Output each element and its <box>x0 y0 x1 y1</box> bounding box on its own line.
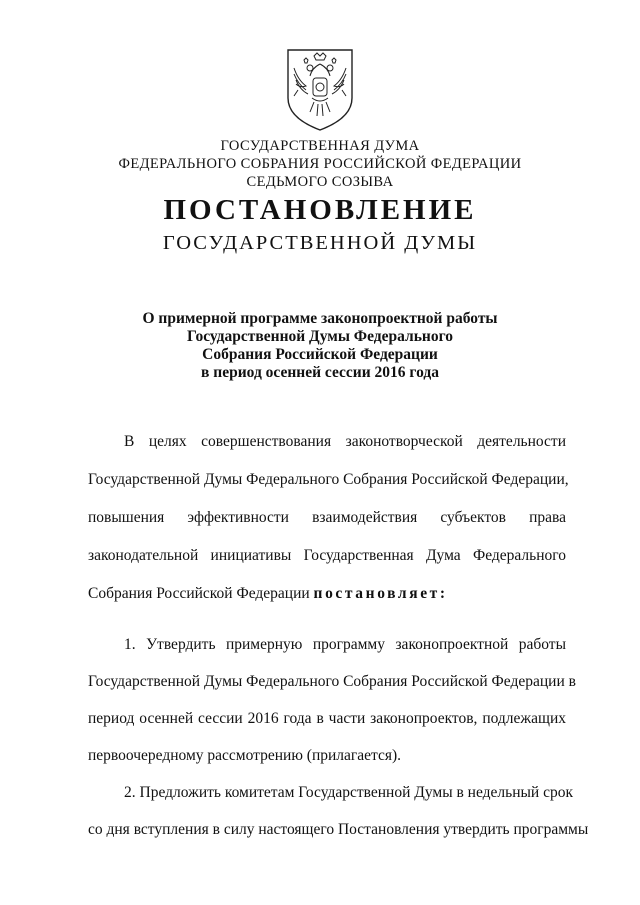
paragraph-1-line-3: повышения эффективности взаимодействия субъектов права <box>88 509 566 526</box>
paragraph-3-line-1: 2. Предложить комитетам Государственной Думы в недельный срок <box>124 784 574 801</box>
paragraph-2-line-3: период осенней сессии 2016 года в части законопроектов, подлежащих <box>88 710 566 727</box>
coat-of-arms-icon <box>284 46 356 132</box>
paragraph-1-line-5-text: Собрания Российской Федерации <box>88 585 314 602</box>
paragraph-1-line-1: В целях совершенствования законотворческой деятельности <box>124 433 566 450</box>
resolves-emphasis: постановляет: <box>313 585 448 602</box>
subject-line-4: в период осенней сессии 2016 года <box>201 364 439 381</box>
paragraph-2-line-1: 1. Утвердить примерную программу законопроектной работы <box>124 636 566 653</box>
subject-line-2: Государственной Думы Федерального <box>186 328 453 345</box>
org-line-2: ФЕДЕРАЛЬНОГО СОБРАНИЯ РОССИЙСКОЙ ФЕДЕРАЦИИ <box>118 156 522 172</box>
paragraph-2-line-2: Государственной Думы Федерального Собрания Российской Федерации в <box>88 673 576 690</box>
paragraph-1-line-2: Государственной Думы Федерального Собрания Российской Федерации, <box>88 471 569 488</box>
paragraph-1-line-4: законодательной инициативы Государственная Дума Федерального <box>88 547 566 564</box>
paragraph-3-line-2: со дня вступления в силу настоящего Постановления утвердить программы <box>88 821 589 838</box>
document-subtitle: ГОСУДАРСТВЕННОЙ ДУМЫ <box>162 232 478 254</box>
paragraph-1-line-5 <box>88 585 566 603</box>
subject-line-1: О примерной программе законопроектной работы <box>142 310 498 327</box>
org-line-1: ГОСУДАРСТВЕННАЯ ДУМА <box>220 138 420 154</box>
subject-line-3: Собрания Российской Федерации <box>202 346 438 363</box>
paragraph-2-line-4: первоочередному рассмотрению (прилагается). <box>88 747 402 764</box>
org-line-3: СЕДЬМОГО СОЗЫВА <box>246 174 394 190</box>
document-title: ПОСТАНОВЛЕНИЕ <box>163 194 477 226</box>
